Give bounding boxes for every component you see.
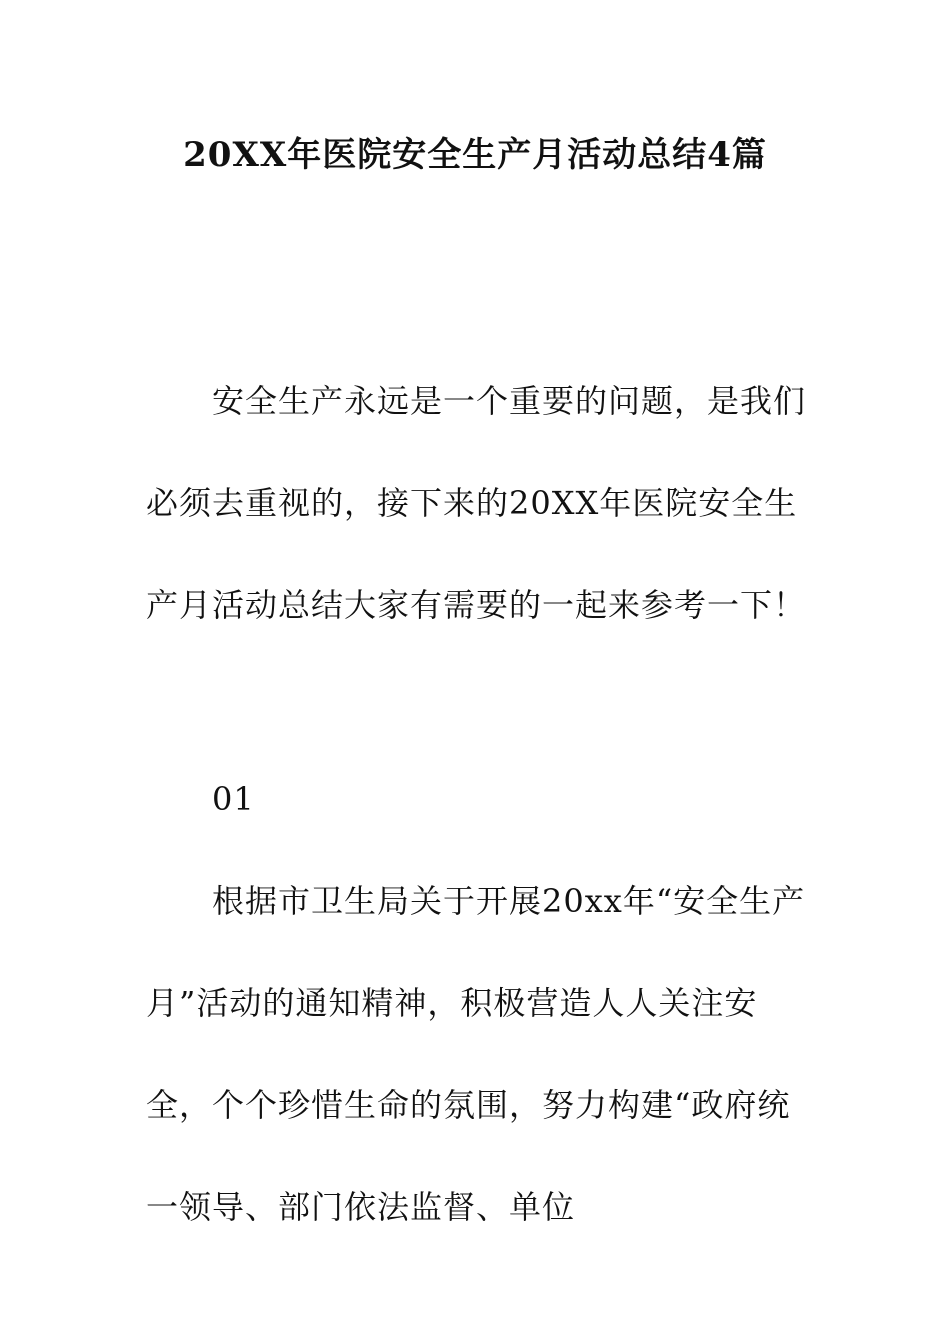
intro-paragraph: 安全生产永远是一个重要的问题，是我们必须去重视的，接下来的20XX年医院安全生产月活动总结大家有需要的一起来参考一下！ [146, 382, 807, 624]
section-number: 01 [212, 780, 255, 818]
body-paragraph: 根据市卫生局关于开展20xx年“安全生产月”活动的通知精神，积极营造人人关注安全，个个珍惜生命的氛围，努力构建“政府统一领导、部门依法监督、单位 [146, 882, 806, 1226]
document-title: 20XX年医院安全生产月活动总结4篇 [183, 135, 767, 175]
